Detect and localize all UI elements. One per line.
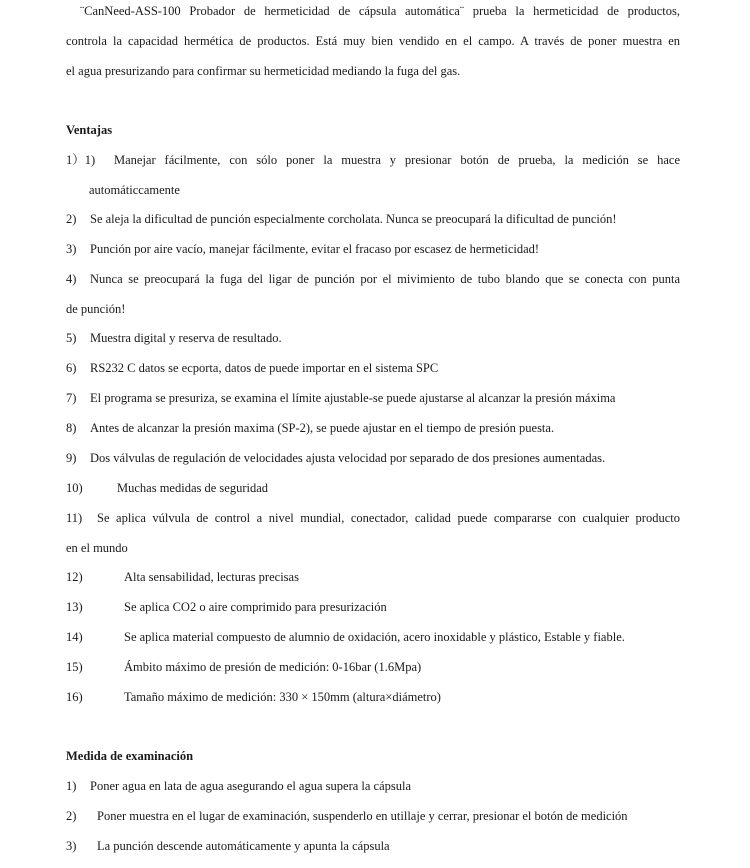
- ventajas-item-12-text: Alta sensabilidad, lecturas precisas: [124, 570, 299, 584]
- intro-line-3: el agua presurizando para confirmar su hermeticidad mediando la fuga del gas.: [66, 64, 461, 78]
- intro-line-1: ¨CanNeed-ASS-100 Probador de hermeticidad de cápsula automática¨ prueba la hermeticidad de productos,: [80, 4, 680, 18]
- ventajas-item-4-text: Nunca se preocupará la fuga del ligar de punción por el mivimiento de tubo blando que se conecta con punta: [90, 272, 680, 286]
- ventajas-item-7-number: 7): [66, 391, 77, 405]
- ventajas-item-16-text: Tamaño máximo de medición: 330 × 150mm (altura×diámetro): [124, 690, 441, 704]
- ventajas-item-8-text: Antes de alcanzar la presión maxima (SP-2), se puede ajustar en el tiempo de presión puesta.: [90, 421, 555, 435]
- ventajas-item-7-text: El programa se presuriza, se examina el límite ajustable-se puede ajustarse al alcanzar la presión máxima: [90, 391, 616, 405]
- ventajas-item-5-text: Muestra digital y reserva de resultado.: [90, 331, 282, 345]
- ventajas-item-15-number: 15): [66, 660, 83, 674]
- ventajas-item-1-text: Manejar fácilmente, con sólo poner la muestra y presionar botón de prueba, la medición se hace: [114, 153, 680, 167]
- ventajas-item-11-text: Se aplica vúlvula de control a nivel mundial, conectador, calidad puede compararse con cualquier producto: [97, 511, 680, 525]
- medida-item-1-number: 1): [66, 779, 77, 793]
- ventajas-item-9-text: Dos válvulas de regulación de velocidades ajusta velocidad por separado de dos presiones aumentadas.: [90, 451, 606, 465]
- ventajas-item-5-number: 5): [66, 331, 77, 345]
- ventajas-item-2-number: 2): [66, 212, 77, 226]
- medida-heading: Medida de examinación: [66, 749, 194, 763]
- ventajas-item-15-text: Ámbito máximo de presión de medición: 0-16bar (1.6Mpa): [124, 660, 422, 674]
- ventajas-item-4-continuation: de punción!: [66, 302, 126, 316]
- ventajas-item-11-number: 11): [66, 511, 83, 525]
- ventajas-item-3-number: 3): [66, 242, 77, 256]
- ventajas-item-13-text: Se aplica CO2 o aire comprimido para presurización: [124, 600, 387, 614]
- ventajas-item-1-continuation: automáticcamente: [89, 183, 180, 197]
- ventajas-item-6-text: RS232 C datos se ecporta, datos de puede importar en el sistema SPC: [90, 361, 439, 375]
- ventajas-item-1-number: 1）1): [66, 153, 96, 167]
- ventajas-item-4-number: 4): [66, 272, 77, 286]
- ventajas-item-9-number: 9): [66, 451, 77, 465]
- ventajas-item-8-number: 8): [66, 421, 77, 435]
- ventajas-heading: Ventajas: [66, 123, 113, 137]
- medida-item-3-text: La punción descende automáticamente y apunta la cápsula: [97, 839, 390, 853]
- intro-line-2: controla la capacidad hermética de productos. Está muy bien vendido en el campo. A través de poner muestra en: [66, 34, 680, 48]
- ventajas-item-16-number: 16): [66, 690, 83, 704]
- ventajas-item-3-text: Punción por aire vacío, manejar fácilmente, evitar el fracaso por escasez de hermeticidad!: [90, 242, 540, 256]
- medida-item-2-text: Poner muestra en el lugar de examinación, suspenderlo en utillaje y cerrar, presionar el botón de medición: [97, 809, 628, 823]
- ventajas-item-10-text: Muchas medidas de seguridad: [117, 481, 269, 495]
- ventajas-item-14-text: Se aplica material compuesto de alumnio de oxidación, acero inoxidable y plástico, Estable y fiable.: [124, 630, 625, 644]
- ventajas-item-14-number: 14): [66, 630, 83, 644]
- medida-item-2-number: 2): [66, 809, 77, 823]
- medida-item-1-text: Poner agua en lata de agua asegurando el agua supera la cápsula: [90, 779, 412, 793]
- ventajas-item-10-number: 10): [66, 481, 83, 495]
- ventajas-item-2-text: Se aleja la dificultad de punción especialmente corcholata. Nunca se preocupará la dificultad de punción!: [90, 212, 617, 226]
- ventajas-item-12-number: 12): [66, 570, 83, 584]
- ventajas-item-11-continuation: en el mundo: [66, 541, 128, 555]
- medida-item-3-number: 3): [66, 839, 77, 853]
- ventajas-item-6-number: 6): [66, 361, 77, 375]
- ventajas-item-13-number: 13): [66, 600, 83, 614]
